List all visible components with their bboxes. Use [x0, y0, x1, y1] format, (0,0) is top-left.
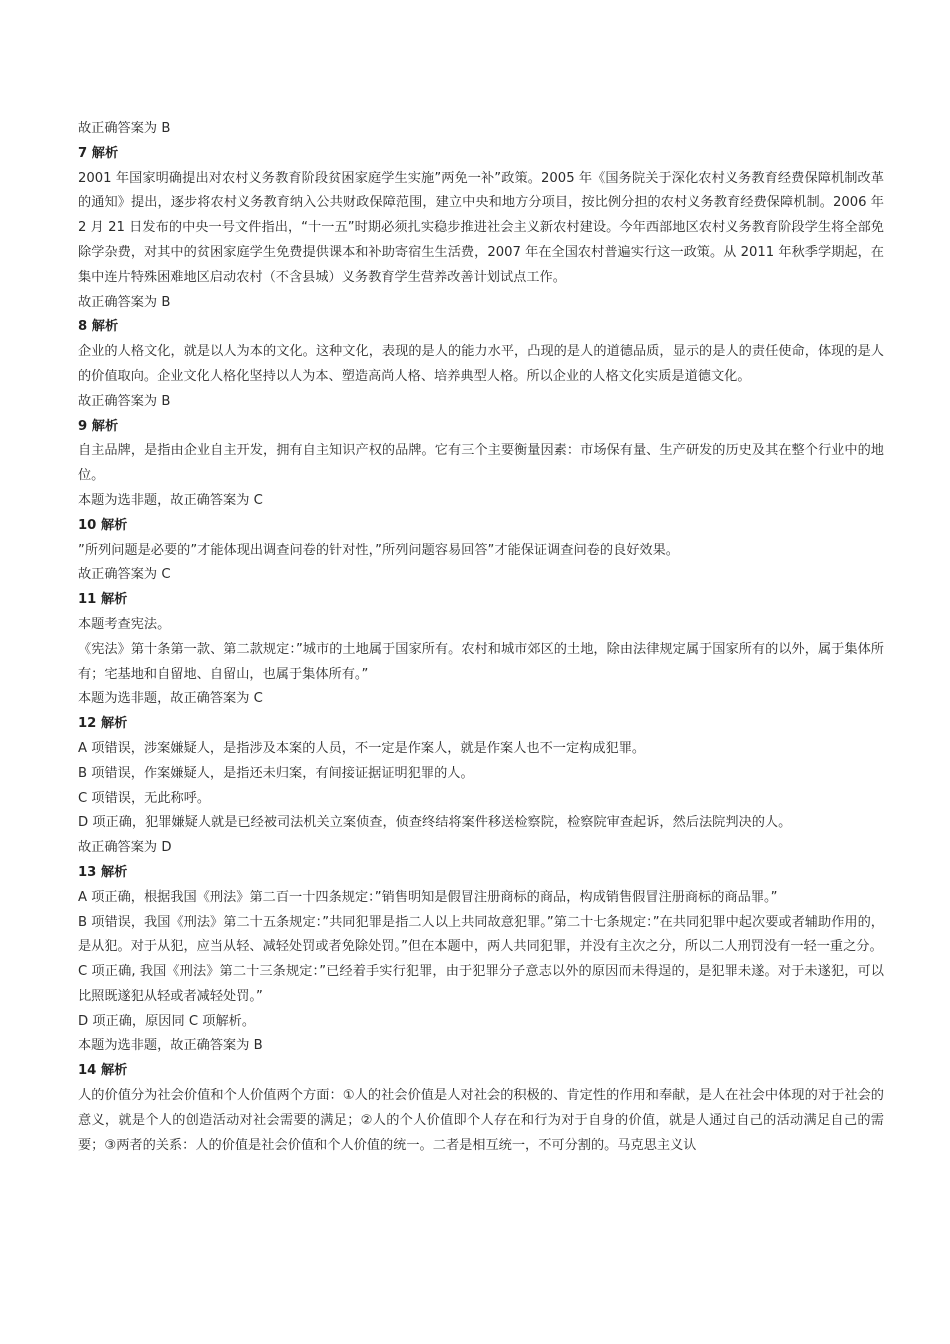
paragraph: 企业的人格文化，就是以人为本的文化。这种文化，表现的是人的能力水平，凸现的是人的道德品质，显示的是人的责任使命，体现的是人的价值取向。企业文化人格化坚持以人为本、塑造高尚人格、培养典型人格。所以企业的人格文化实质是道德文化。	[78, 344, 884, 384]
section-heading: 8 解析	[78, 319, 119, 335]
paragraph: 本题考查宪法。	[78, 616, 171, 632]
option-c-explanation: C 项错误，无此称呼。	[78, 790, 211, 806]
section-heading: 9 解析	[78, 418, 119, 434]
paragraph: ”所列问题是必要的”才能体现出调查问卷的针对性，”所列问题容易回答”才能保证调查问卷的良好效果。	[78, 542, 679, 558]
section-heading: 10 解析	[78, 517, 128, 533]
option-c-explanation: C 项正确, 我国《刑法》第二十三条规定：”已经着手实行犯罪，由于犯罪分子意志以外的原因而未得逞的，是犯罪未遂。对于未遂犯，可以比照既遂犯从轻或者减轻处罚。”	[78, 964, 884, 1004]
paragraph: 《宪法》第十条第一款、第二款规定：”城市的土地属于国家所有。农村和城市郊区的土地，除由法律规定属于国家所有的以外，属于集体所有；宅基地和自留地、自留山，也属于集体所有。”	[78, 641, 884, 682]
option-a-explanation: A 项错误，涉案嫌疑人，是指涉及本案的人员，不一定是作案人，就是作案人也不一定构成犯罪。	[78, 740, 646, 756]
answer-line: 故正确答案为 C	[78, 567, 171, 583]
answer-line: 本题为选非题，故正确答案为 C	[78, 492, 263, 508]
answer-line: 本题为选非题，故正确答案为 C	[78, 691, 263, 707]
paragraph: 自主品牌，是指由企业自主开发，拥有自主知识产权的品牌。它有三个主要衡量因素：市场保有量、生产研发的历史及其在整个行业中的地位。	[78, 443, 884, 484]
option-d-explanation: D 项正确，犯罪嫌疑人就是已经被司法机关立案侦查，侦查终结将案件移送检察院，检察院审查起诉，然后法院判决的人。	[78, 815, 792, 831]
section-heading: 11 解析	[78, 592, 128, 608]
answer-line: 故正确答案为 D	[78, 840, 172, 856]
section-heading: 14 解析	[78, 1063, 128, 1079]
answer-line: 故正确答案为 B	[78, 393, 171, 409]
paragraph: 人的价值分为社会价值和个人价值两个方面：①人的社会价值是人对社会的积极的、肯定性的作用和奉献，是人在社会中体现的对于社会的意义，就是个人的创造活动对社会需要的满足；②人的个人价值即个人存在和行为对于自身的价值，就是人通过自己的活动满足自己的需要；③两者的关系：人的价值是社会价值和个人价值的统一。二者是相互统一，不可分割的。马克思主义认	[78, 1088, 884, 1153]
option-a-explanation: A 项正确，根据我国《刑法》第二百一十四条规定：”销售明知是假冒注册商标的商品，构成销售假冒注册商标的商品罪。”	[78, 889, 778, 905]
option-b-explanation: B 项错误，作案嫌疑人，是指还未归案，有间接证据证明犯罪的人。	[78, 765, 474, 781]
section-heading: 7 解析	[78, 145, 119, 161]
answer-line: 故正确答案为 B	[78, 294, 171, 310]
section-heading: 13 解析	[78, 864, 128, 880]
answer-line: 故正确答案为 B	[78, 121, 171, 136]
document-page	[78, 117, 884, 1158]
option-d-explanation: D 项正确，原因同 C 项解析。	[78, 1013, 255, 1029]
option-b-explanation: B 项错误，我国《刑法》第二十五条规定：”共同犯罪是指二人以上共同故意犯罪。”第二十七条规定：”在共同犯罪中起次要或者辅助作用的，是从犯。对于从犯，应当从轻、减轻处罚或者免除处罚。”但在本题中，两人共同犯罪，并没有主次之分，所以二人刑罚没有一轻一重之分。	[78, 914, 884, 955]
section-heading: 12 解析	[78, 716, 128, 732]
paragraph: 2001 年国家明确提出对农村义务教育阶段贫困家庭学生实施”两免一补”政策。2005 年《国务院关于深化农村义务教育经费保障机制改革的通知》提出，逐步将农村义务教育纳入公共财政保障范围，建立中央和地方分项目，按比例分担的农村义务教育经费保障机制。2006 年 2 月 21 日发布的中央一号文件指出，“十一五”时期必须扎实稳步推进社会主义新农村建设。今年西部地区农村义务教育阶段学生将全部免除学杂费，对其中的贫困家庭学生免费提供课本和补助寄宿生生活费，2007 年在全国农村普遍实行这一政策。从 2011 年秋季学期起，在集中连片特殊困难地区启动农村（不含县城）义务教育学生营养改善计划试点工作。	[78, 170, 884, 285]
answer-line: 本题为选非题，故正确答案为 B	[78, 1038, 263, 1054]
